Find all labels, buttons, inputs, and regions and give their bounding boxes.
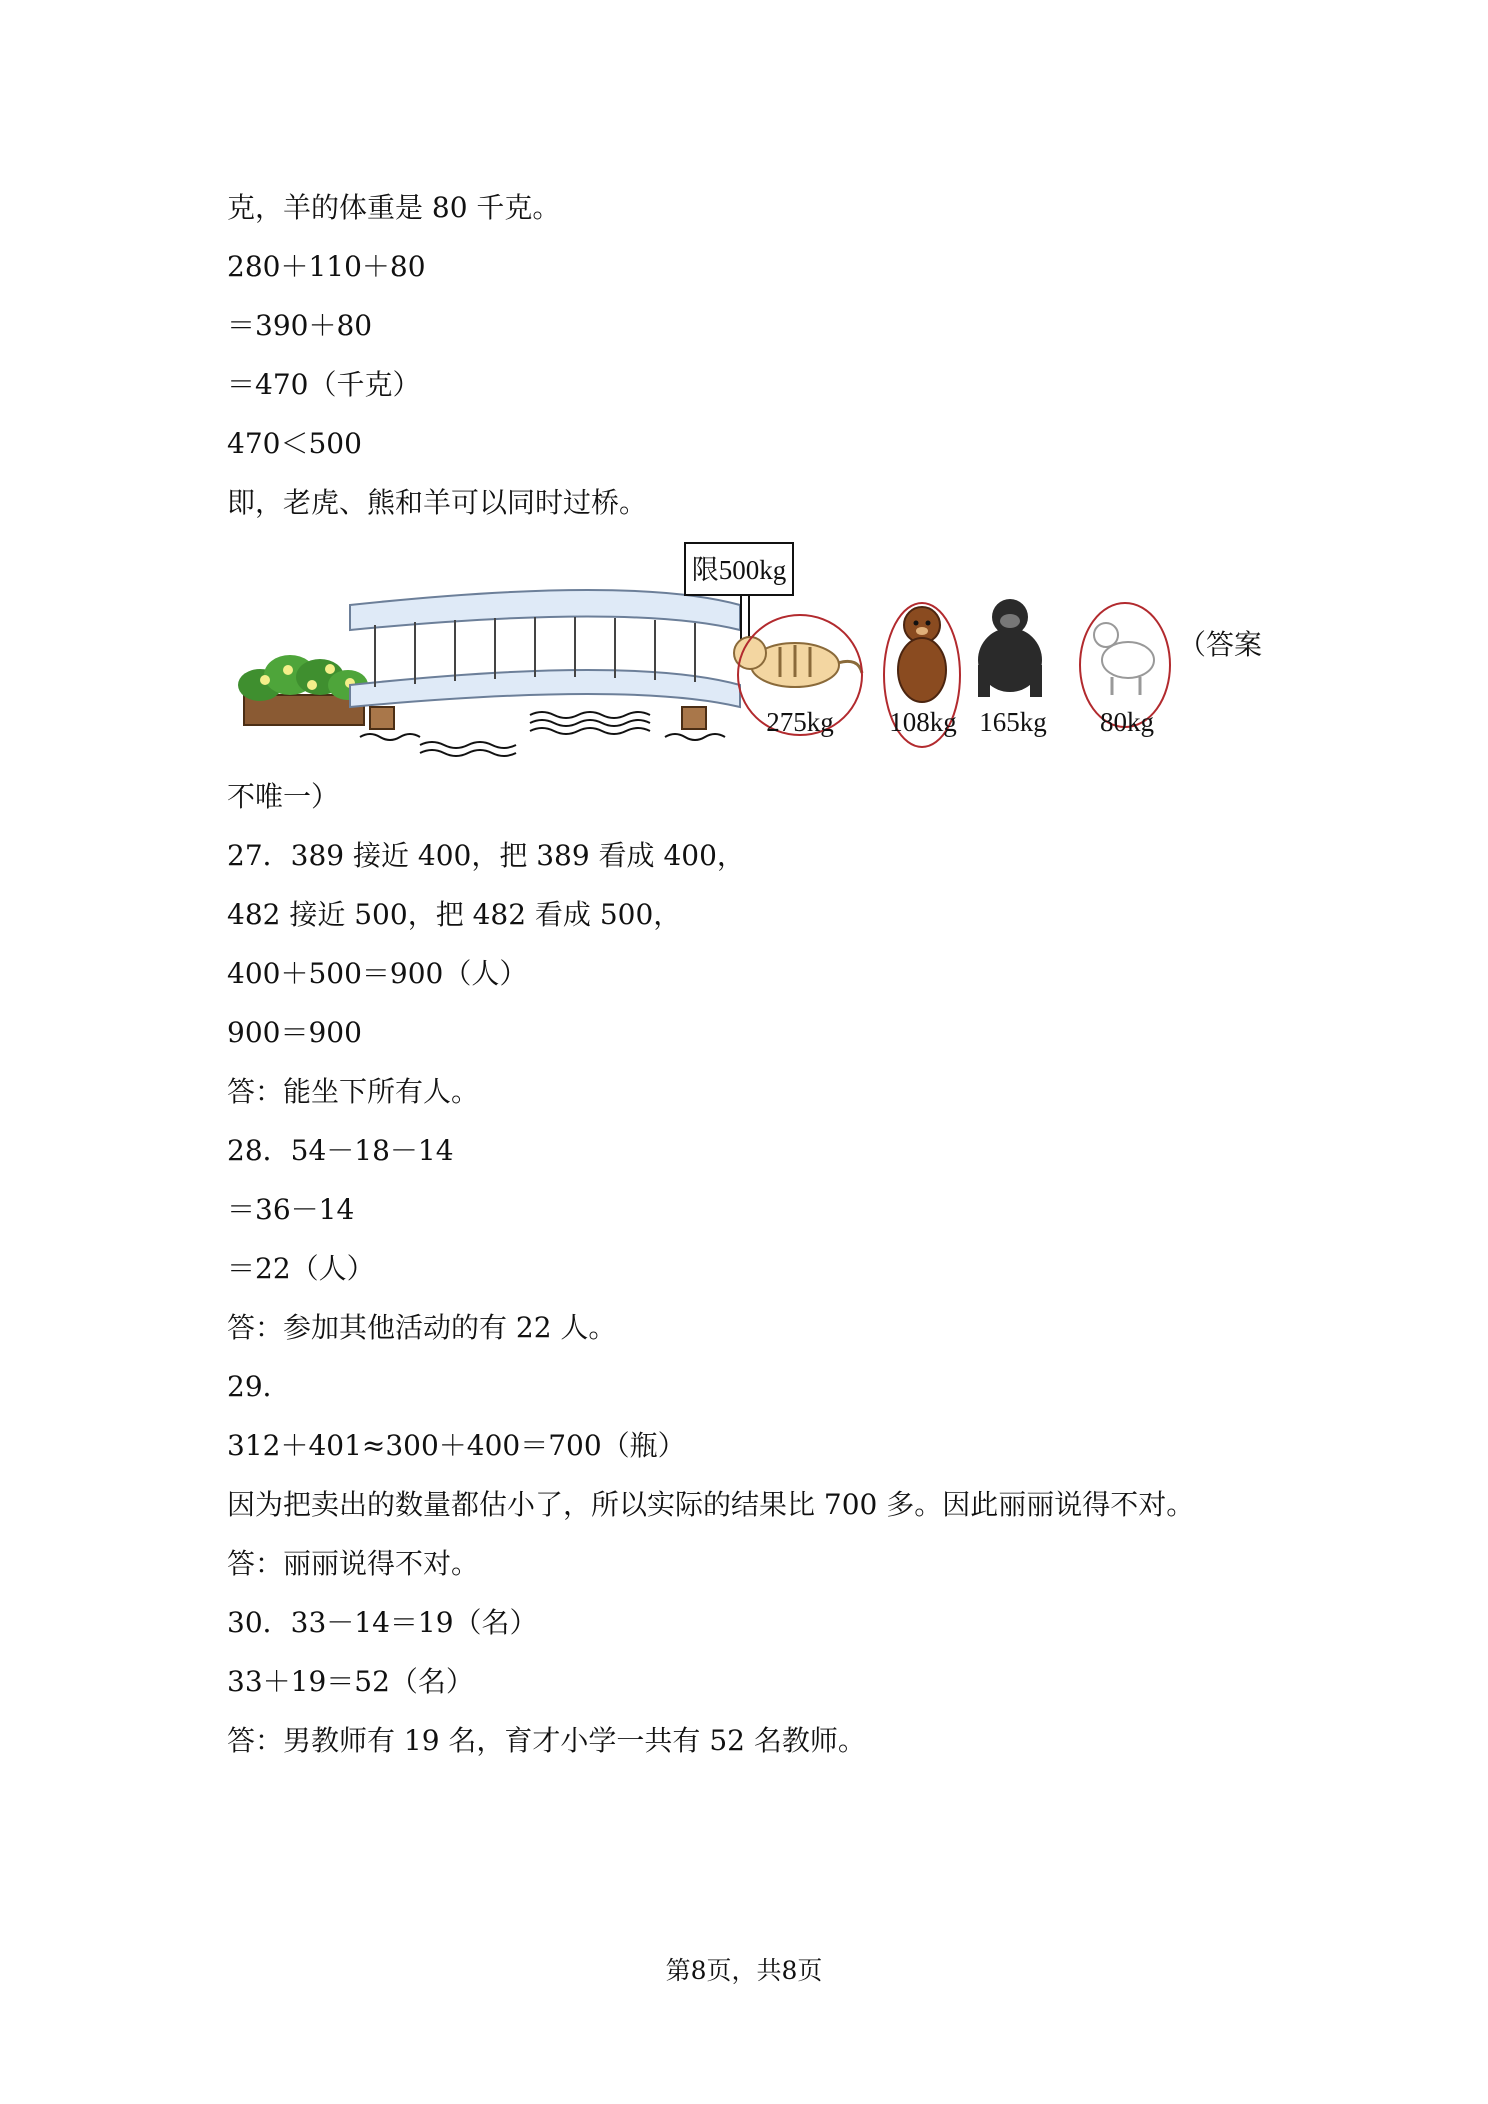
- text-line: ＝390＋80: [227, 309, 373, 342]
- text-line: 因为把卖出的数量都估小了，所以实际的结果比 700 多。因此丽丽说得不对。: [227, 1488, 1195, 1521]
- text-line: 30．33－14＝19（名）: [227, 1606, 538, 1639]
- text-line: 答：参加其他活动的有 22 人。: [227, 1311, 617, 1344]
- weight-label-tiger: 275kg: [766, 707, 834, 737]
- text-line: ＝36－14: [227, 1193, 355, 1226]
- text-line: ＝470（千克）: [227, 368, 421, 401]
- sign-label: 限500kg: [691, 555, 787, 585]
- gorilla-icon: [978, 599, 1042, 697]
- text-line: 280＋110＋80: [227, 250, 426, 283]
- weight-label-gorilla: 165kg: [979, 707, 1047, 737]
- text-line: ＝22（人）: [227, 1252, 375, 1285]
- page-footer: 第8页，共8页: [665, 1956, 823, 1985]
- text-line: 27．389 接近 400，把 389 看成 400，: [227, 839, 745, 872]
- text-line: 470＜500: [227, 427, 362, 460]
- goat-icon: [1094, 623, 1154, 695]
- text-line: 答：男教师有 19 名，育才小学一共有 52 名教师。: [227, 1724, 866, 1757]
- text-line: 900＝900: [227, 1016, 362, 1049]
- text-line: 482 接近 500，把 482 看成 500，: [227, 898, 682, 931]
- weight-label-goat: 80kg: [1100, 707, 1154, 737]
- bear-icon: [898, 607, 946, 702]
- text-line: 312＋401≈300＋400＝700（瓶）: [227, 1429, 686, 1462]
- text-line: 不唯一）: [227, 780, 340, 813]
- text-line: 答：丽丽说得不对。: [227, 1547, 480, 1580]
- text-line: 克，羊的体重是 80 千克。: [227, 191, 561, 224]
- text-line: 即，老虎、熊和羊可以同时过桥。: [227, 486, 648, 519]
- text-line: 33＋19＝52（名）: [227, 1665, 474, 1698]
- bridge-icon: [350, 590, 740, 729]
- text-line: 28．54－18－14: [227, 1134, 454, 1167]
- text-line: 400＋500＝900（人）: [227, 957, 528, 990]
- tiger-icon: [734, 637, 862, 687]
- text-line: 答：能坐下所有人。: [227, 1075, 480, 1108]
- water-waves-icon: [360, 712, 725, 756]
- weight-label-bear: 108kg: [889, 707, 957, 737]
- text-line: 29．: [227, 1370, 291, 1403]
- side-note: （答案: [1178, 628, 1263, 661]
- bridge-figure: [220, 535, 1280, 765]
- flower-pot-icon: [238, 655, 368, 725]
